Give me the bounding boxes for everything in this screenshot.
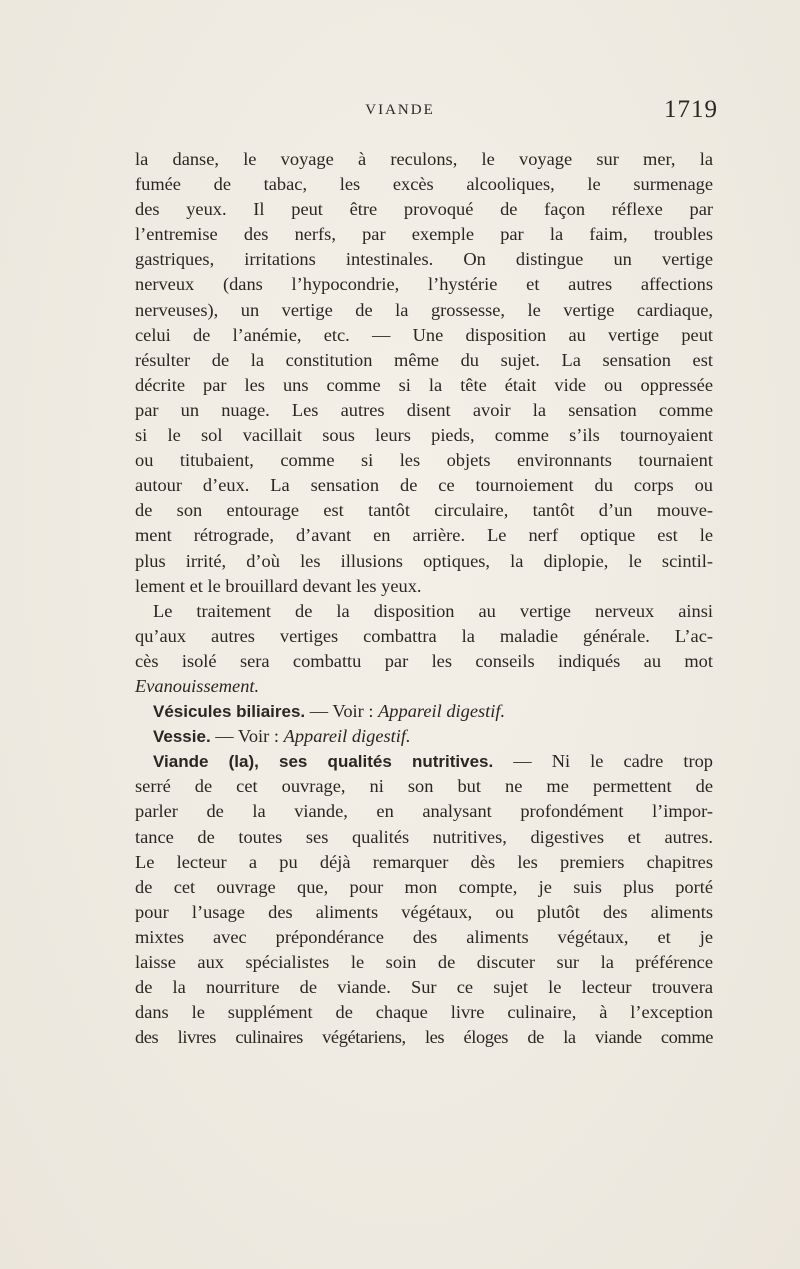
page-number: 1719: [664, 96, 718, 123]
text-line: autour d’eux. La sensation de ce tournoiement du corps ou: [135, 475, 713, 496]
see-label: — Voir :: [309, 701, 374, 722]
text-line: Le traitement de la disposition au vertige nerveux ainsi: [153, 600, 713, 621]
text-line: parler de la viande, en analysant profondément l’impor-: [135, 801, 713, 822]
text-line: laisse aux spécialistes le soin de discuter sur la préférence: [135, 952, 713, 972]
text-line: des livres culinaires végétariens, les éloges de la viande comme: [135, 1027, 713, 1048]
entry-vesicules-biliaires: [135, 699, 713, 724]
text-line: serré de cet ouvrage, ni son but ne me permettent de: [135, 776, 713, 797]
text-line: de la nourriture de viande. Sur ce sujet le lecteur trouvera: [135, 977, 713, 998]
text-line: plus irrité, d’où les illusions optiques, la diplopie, le scintil-: [135, 550, 713, 571]
cross-reference: Appareil digestif.: [378, 701, 506, 722]
entry-term: Viande (la), ses qualités nutritives.: [153, 752, 494, 772]
cross-reference: Evanouissement.: [135, 675, 260, 696]
text-line: la danse, le voyage à reculons, le voyage sur mer, la: [135, 149, 713, 169]
text-line: l’entremise des nerfs, par exemple par la faim, troubles: [135, 224, 713, 245]
text-line: décrite par les uns comme si la tête était vide ou oppressée: [135, 374, 713, 395]
text-line: qu’aux autres vertiges combattra la maladie générale. L’ac-: [135, 625, 713, 646]
text-line: fumée de tabac, les excès alcooliques, le surmenage: [135, 174, 713, 195]
text-line: cès isolé sera combattu par les conseils indiqués au mot: [135, 650, 713, 671]
text-line: pour l’usage des aliments végétaux, ou plutôt des aliments: [135, 901, 713, 922]
text-line: lement et le brouillard devant les yeux.: [135, 575, 422, 596]
text-line: mixtes avec prépondérance des aliments végétaux, et je: [135, 926, 713, 947]
text-fragment: — Ni le cadre trop: [513, 751, 713, 772]
text-line: ment rétrograde, d’avant en arrière. Le nerf optique est le: [135, 525, 713, 546]
text-line: si le sol vacillait sous leurs pieds, comme s’ils tournoyaient: [135, 425, 713, 446]
entry-viande: [135, 749, 713, 1050]
page-header: [0, 96, 800, 136]
cross-reference: Appareil digestif.: [283, 726, 411, 747]
text-line: ou titubaient, comme si les objets environnants tournaient: [135, 450, 713, 471]
entry-term: Vésicules biliaires.: [153, 702, 306, 722]
text-line: Le lecteur a pu déjà remarquer dès les premiers chapitres: [135, 851, 713, 872]
text-line: des yeux. Il peut être provoqué de façon réflexe par: [135, 199, 713, 220]
see-label: — Voir :: [215, 726, 279, 747]
text-line: nerveux (dans l’hypocondrie, l’hystérie et autres affections: [135, 274, 713, 295]
entry-first-line: [135, 749, 713, 774]
text-line: celui de l’anémie, etc. — Une disposition au vertige peut: [135, 324, 713, 345]
text-line: dans le supplément de chaque livre culinaire, à l’exception: [135, 1002, 713, 1023]
text-line: gastriques, irritations intestinales. On distingue un vertige: [135, 249, 713, 270]
paragraph-traitement: [135, 599, 713, 699]
entry-vessie: [135, 724, 713, 749]
text-line: de son entourage est tantôt circulaire, tantôt d’un mouve-: [135, 500, 713, 521]
running-head: VIANDE: [365, 102, 435, 118]
text-line: résulter de la constitution même du sujet. La sensation est: [135, 349, 713, 370]
text-line: de cet ouvrage que, pour mon compte, je suis plus porté: [135, 876, 713, 897]
paragraph-vertige: [135, 147, 713, 599]
text-line: tance de toutes ses qualités nutritives, digestives et autres.: [135, 826, 713, 847]
entry-term: Vessie.: [153, 727, 211, 747]
body-text: [135, 147, 713, 1050]
text-line: nerveuses), un vertige de la grossesse, le vertige cardiaque,: [135, 299, 713, 320]
text-line: par un nuage. Les autres disent avoir la sensation comme: [135, 399, 713, 420]
